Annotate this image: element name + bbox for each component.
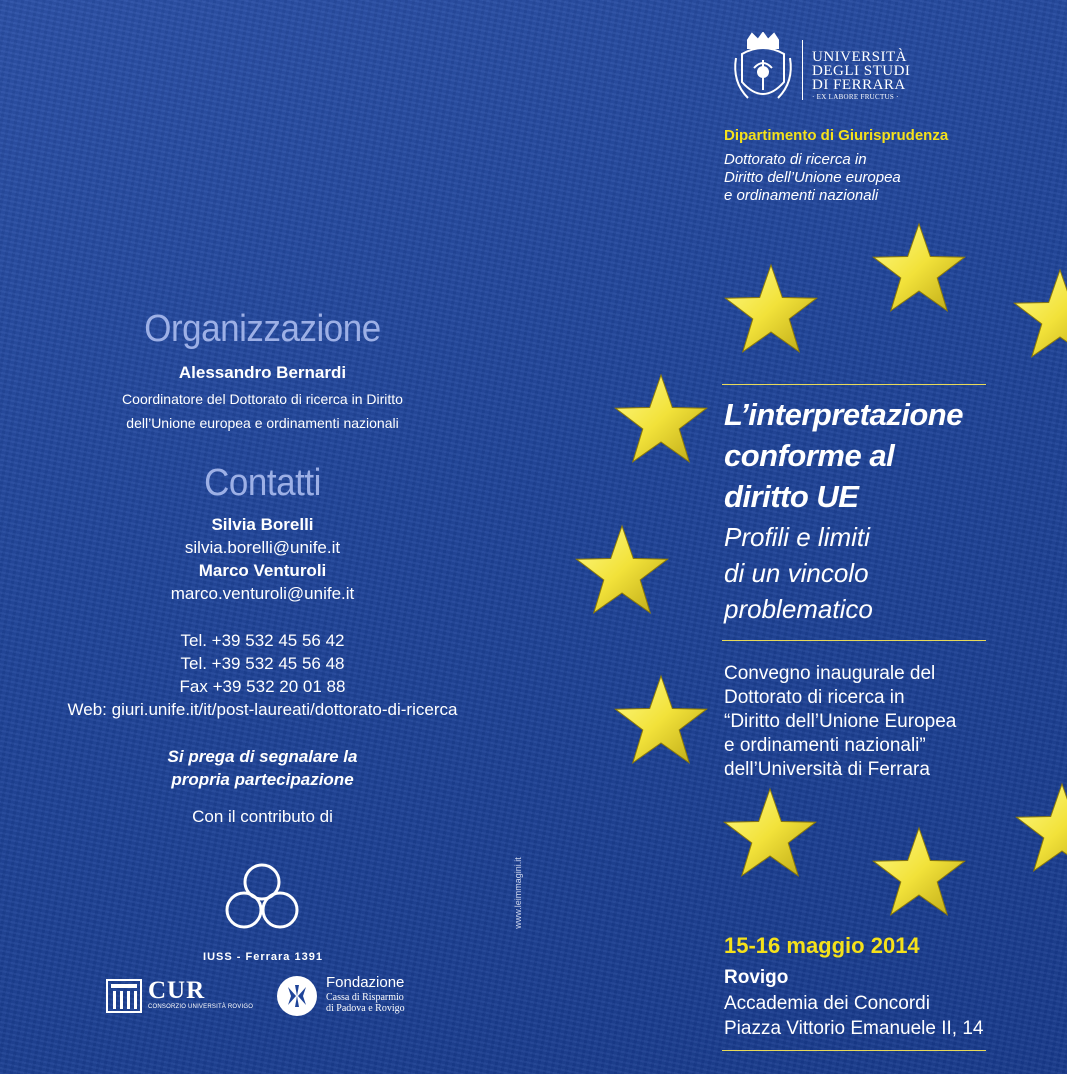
- organizer-name: Alessandro Bernardi: [178, 363, 347, 382]
- organizzazione-heading: Organizzazione: [144, 308, 381, 350]
- phd-line-3: e ordinamenti nazionali: [724, 187, 879, 204]
- title-line-3: diritto UE: [724, 479, 859, 514]
- title-block: [724, 394, 1054, 627]
- star-8: [873, 828, 964, 915]
- description-line-5: dell’Università di Ferrara: [724, 759, 930, 780]
- contact-fax: Fax +39 532 20 01 88: [179, 677, 346, 696]
- fondazione-sub-2: di Padova e Rovigo: [326, 1003, 405, 1014]
- fondazione-logo: [277, 974, 437, 1018]
- description-line-3: “Diritto dell’Unione Europea: [724, 711, 957, 732]
- star-4: [615, 375, 706, 462]
- star-9: [1016, 784, 1067, 871]
- university-name-2: DEGLI STUDI: [812, 63, 911, 79]
- event-date: 15-16 maggio 2014: [724, 933, 920, 958]
- subtitle-line-1: Profili e limiti: [724, 522, 870, 552]
- participation-note-line2: propria partecipazione: [171, 770, 354, 789]
- event-description: [724, 662, 1024, 782]
- iuss-rings-icon: [198, 862, 328, 940]
- contact-tel-2: Tel. +39 532 45 56 48: [180, 654, 345, 673]
- participation-note-line1: Si prega di segnalare la: [167, 747, 358, 766]
- star-7: [724, 789, 815, 876]
- event-venue: Accademia dei Concordi: [724, 993, 930, 1014]
- cur-title: CUR: [148, 977, 206, 1004]
- title-line-1: L’interpretazione: [724, 397, 963, 432]
- iuss-label: IUSS - Ferrara 1391: [203, 951, 323, 963]
- title-rule-top: [722, 384, 986, 385]
- star-6: [615, 676, 706, 763]
- fondazione-sub-1: Cassa di Risparmio: [326, 992, 404, 1003]
- event-info: [724, 932, 1024, 1041]
- event-address: Piazza Vittorio Emanuele II, 14: [724, 1018, 984, 1039]
- fondazione-emblem-icon: [277, 976, 317, 1016]
- cur-subtitle: CONSORZIO UNIVERSITÀ ROVIGO: [148, 1004, 254, 1010]
- iuss-logo: [198, 862, 328, 962]
- contact-email-1[interactable]: silvia.borelli@unife.it: [184, 538, 341, 557]
- contact-name-2: Marco Venturoli: [198, 561, 327, 580]
- university-name-3: DI FERRARA: [812, 77, 906, 93]
- event-rule-bottom: [722, 1050, 986, 1051]
- contact-web[interactable]: Web: giuri.unife.it/it/post-laureati/dottorato-di-ricerca: [67, 700, 458, 719]
- university-motto: · EX LABORE FRUCTUS ·: [812, 93, 899, 101]
- organizzazione-section: [60, 308, 465, 435]
- university-crest-icon: [728, 32, 798, 112]
- cur-building-icon: [106, 979, 142, 1013]
- description-line-4: e ordinamenti nazionali”: [724, 735, 926, 756]
- contact-name-1: Silvia Borelli: [211, 515, 314, 534]
- event-city: Rovigo: [724, 967, 789, 988]
- fondazione-title: Fondazione: [326, 974, 405, 991]
- photo-credit: www.leimmagini.it: [513, 857, 523, 929]
- subtitle-line-3: problematico: [724, 594, 873, 624]
- contribution-label: Con il contributo di: [192, 807, 333, 826]
- star-1: [873, 224, 964, 311]
- contact-tel-1: Tel. +39 532 45 56 42: [180, 631, 345, 650]
- title-line-2: conforme al: [724, 438, 895, 473]
- description-line-2: Dottorato di ricerca in: [724, 687, 905, 708]
- department-block: [724, 127, 1024, 205]
- contatti-section: [60, 462, 465, 828]
- cur-logo: [106, 977, 256, 1017]
- university-logo: [728, 32, 928, 112]
- department-name: Dipartimento di Giurisprudenza: [724, 127, 949, 144]
- phd-line-1: Dottorato di ricerca in: [724, 151, 867, 168]
- university-name-1: UNIVERSITÀ: [812, 49, 907, 65]
- organizer-role-line2: dell’Unione europea e ordinamenti nazionali: [126, 415, 399, 431]
- contatti-heading: Contatti: [204, 462, 321, 504]
- star-2: [725, 265, 816, 352]
- star-5: [576, 526, 667, 613]
- star-3: [1014, 270, 1067, 357]
- phd-line-2: Diritto dell’Unione europea: [724, 169, 901, 186]
- subtitle-line-2: di un vincolo: [724, 558, 869, 588]
- title-rule-bottom: [722, 640, 986, 641]
- organizer-role-line1: Coordinatore del Dottorato di ricerca in Diritto: [122, 391, 403, 407]
- contact-email-2[interactable]: marco.venturoli@unife.it: [170, 584, 355, 603]
- description-line-1: Convegno inaugurale del: [724, 663, 936, 684]
